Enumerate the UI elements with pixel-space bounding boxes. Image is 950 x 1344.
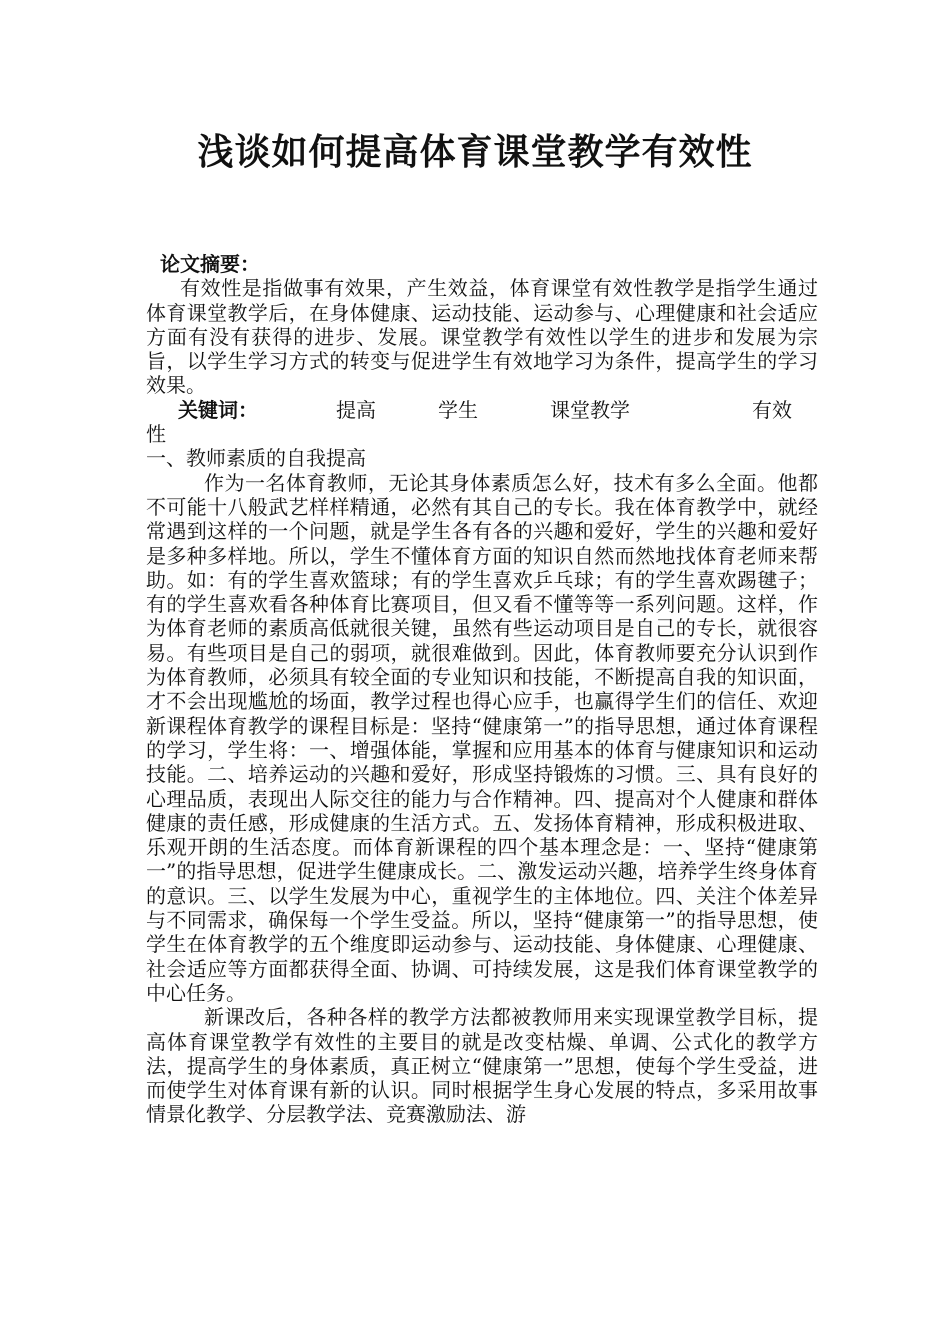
abstract-text: 有效性是指做事有效果，产生效益，体育课堂有效性教学是指学生通过体育课堂教学后，在身体健康、运动技能、运动参与、心理健康和社会适应方面有没有获得的进步、发展。课堂教学有效性以学生的进步和发展为宗旨，以学生学习方式的转变与促进学生有效地学习为条件，提高学生的学习效果。 [146, 276, 818, 398]
section-paragraph: 新课改后，各种各样的教学方法都被教师用来实现课堂教学目标，提高体育课堂教学有效性的主要目的就是改变枯燥、单调、公式化的教学方法，提高学生的身体素质，真正树立“健康第一”思想，使每个学生受益，进而使学生对体育课有新的认识。同时根据学生身心发展的特点，多采用故事情景化教学、分层教学法、竞赛激励法、游 [146, 1005, 818, 1127]
keyword-item: 学生 [438, 397, 478, 422]
keywords-wrap: 性 [146, 422, 166, 447]
section-heading: 一、教师素质的自我提高 [146, 446, 366, 471]
abstract-label: 论文摘要： [160, 252, 260, 276]
keywords-row [146, 398, 818, 422]
keyword-item: 提高 [336, 397, 376, 422]
document-title: 浅谈如何提高体育课堂教学有效性 [197, 131, 753, 173]
keyword-item: 有效 [752, 397, 792, 422]
keyword-item: 课堂教学 [550, 397, 630, 422]
keywords-label: 关键词： [178, 397, 258, 422]
section-paragraph: 作为一名体育教师，无论其身体素质怎么好，技术有多么全面。他都不可能十八般武艺样样精通，必然有其自己的专长。我在体育教学中，就经常遇到这样的一个问题，就是学生各有各的兴趣和爱好，学生的兴趣和爱好是多种多样地。所以，学生不懂体育方面的知识自然而然地找体育老师来帮助。如：有的学生喜欢篮球；有的学生喜欢乒乓球；有的学生喜欢踢毽子；有的学生喜欢看各种体育比赛项目，但又看不懂等等一系列问题。这样，作为体育老师的素质高低就很关键，虽然有些运动项目是自己的专长，就很容易。有些项目是自己的弱项，就很难做到。因此，体育教师要充分认识到作为体育教师，必须具有较全面的专业知识和技能，不断提高自我的知识面，才不会出现尴尬的场面，教学过程也得心应手，也赢得学生们的信任、欢迎新课程体育教学的课程目标是：坚持“健康第一”的指导思想，通过体育课程的学习，学生将：一、增强体能，掌握和应用基本的体育与健康知识和运动技能。二、培养运动的兴趣和爱好，形成坚持锻炼的习惯。三、具有良好的心理品质，表现出人际交往的能力与合作精神。四、提高对个人健康和群体健康的责任感，形成健康的生活方式。五、发扬体育精神，形成积极进取、乐观开朗的生活态度。而体育新课程的四个基本理念是：一、坚持“健康第一”的指导思想，促进学生健康成长。二、激发运动兴趣，培养学生终身体育的意识。三、以学生发展为中心，重视学生的主体地位。四、关注个体差异与不同需求，确保每一个学生受益。所以，坚持“健康第一”的指导思想，使学生在体育教学的五个维度即运动参与、运动技能、身体健康、心理健康、社会适应等方面都获得全面、协调、可持续发展，这是我们体育课堂教学的中心任务。 [146, 470, 818, 1005]
document-body [146, 252, 818, 1127]
abstract-section [146, 252, 818, 276]
